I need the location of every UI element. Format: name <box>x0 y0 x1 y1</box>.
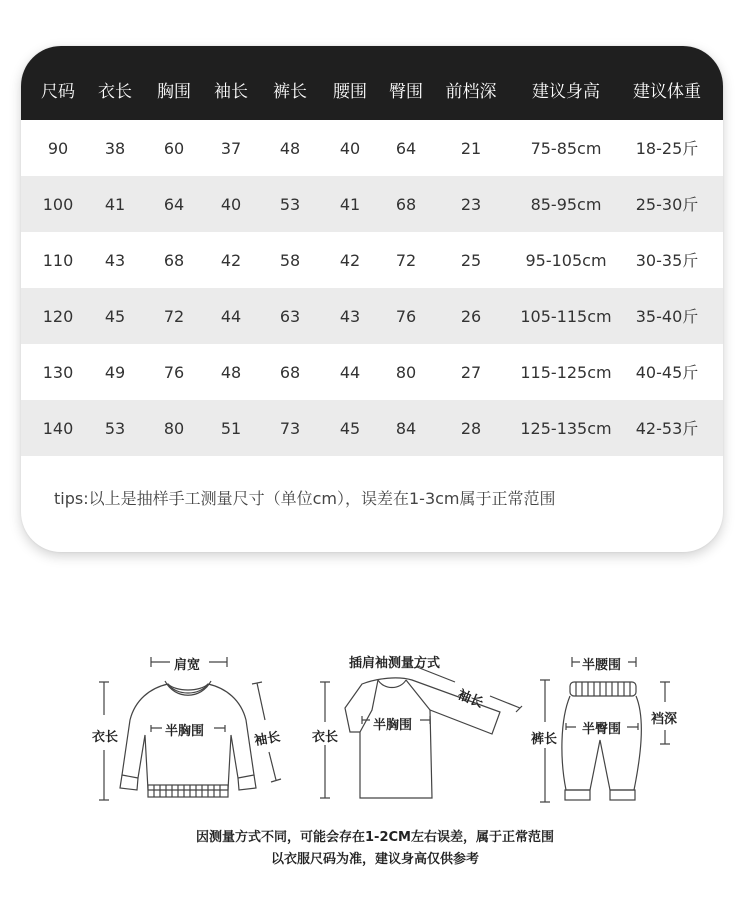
cell: 85-95cm <box>530 195 602 214</box>
measurement-diagram <box>0 640 750 880</box>
cell: 75-85cm <box>530 139 602 158</box>
label-raglan-half-chest: 半胸围 <box>373 718 413 733</box>
header-waist: 腰围 <box>333 82 367 102</box>
cell: 25-30斤 <box>635 195 699 214</box>
cell: 40 <box>339 139 361 158</box>
label-raglan-length: 衣长 <box>312 730 339 745</box>
cell: 18-25斤 <box>635 139 699 158</box>
header-size: 尺码 <box>41 82 75 102</box>
size-chart-card <box>21 46 723 552</box>
cell: 45 <box>104 307 126 326</box>
header-weight: 建议体重 <box>633 82 701 102</box>
label-sleeve: 袖长 <box>253 729 282 750</box>
cell: 30-35斤 <box>635 251 699 270</box>
table-row <box>21 344 723 400</box>
label-length: 衣长 <box>92 730 119 745</box>
label-half-waist: 半腰围 <box>582 658 622 673</box>
cell: 68 <box>279 363 301 382</box>
cell: 80 <box>395 363 417 382</box>
cell: 125-135cm <box>520 419 612 438</box>
cell: 90 <box>47 139 69 158</box>
header-chest: 胸围 <box>157 82 191 102</box>
cell: 38 <box>104 139 126 158</box>
label-half-hip: 半臀围 <box>582 722 622 737</box>
cell: 68 <box>163 251 185 270</box>
header-hip: 臀围 <box>389 82 423 102</box>
cell: 40 <box>220 195 242 214</box>
cell: 23 <box>460 195 482 214</box>
cell: 80 <box>163 419 185 438</box>
cell: 48 <box>279 139 301 158</box>
cell: 60 <box>163 139 185 158</box>
cell: 76 <box>163 363 185 382</box>
header-pants-length: 裤长 <box>273 82 307 102</box>
table-row <box>21 120 723 176</box>
header-rise: 前档深 <box>445 82 497 102</box>
cell: 110 <box>42 251 74 270</box>
table-row <box>21 232 723 288</box>
cell: 51 <box>220 419 242 438</box>
cell: 68 <box>395 195 417 214</box>
cell: 40-45斤 <box>635 363 699 382</box>
cell: 53 <box>279 195 301 214</box>
cell: 25 <box>460 251 482 270</box>
cell: 95-105cm <box>525 251 607 270</box>
cell: 44 <box>339 363 361 382</box>
cell: 53 <box>104 419 126 438</box>
cell: 21 <box>460 139 482 158</box>
raglan-illustration <box>320 666 522 798</box>
label-raglan-sleeve: 袖长 <box>455 687 486 712</box>
cell: 63 <box>279 307 301 326</box>
cell: 76 <box>395 307 417 326</box>
cell: 49 <box>104 363 126 382</box>
cell: 35-40斤 <box>635 307 699 326</box>
note-line-1: 因测量方式不同，可能会存在1-2CM左右误差，属于正常范围 <box>196 830 554 845</box>
label-shoulder: 肩宽 <box>174 658 201 673</box>
note-line-2: 以衣服尺码为准，建议身高仅供参考 <box>270 852 479 867</box>
table-row <box>21 288 723 344</box>
cell: 130 <box>42 363 74 382</box>
cell: 43 <box>339 307 361 326</box>
cell: 84 <box>395 419 417 438</box>
tips-text: tips:以上是抽样手工测量尺寸（单位cm），误差在1-3cm属于正常范围 <box>54 489 556 508</box>
cell: 72 <box>163 307 185 326</box>
cell: 120 <box>42 307 74 326</box>
cell: 43 <box>104 251 126 270</box>
cell: 72 <box>395 251 417 270</box>
cell: 73 <box>279 419 301 438</box>
cell: 41 <box>339 195 361 214</box>
label-half-chest: 半胸围 <box>165 724 205 739</box>
cell: 115-125cm <box>520 363 612 382</box>
cell: 42 <box>220 251 242 270</box>
label-raglan-title: 插肩袖测量方式 <box>349 656 441 671</box>
cell: 45 <box>339 419 361 438</box>
cell: 42-53斤 <box>635 419 699 438</box>
cell: 64 <box>163 195 185 214</box>
label-pants-length: 裤长 <box>531 732 558 747</box>
cell: 100 <box>42 195 74 214</box>
table-header <box>21 46 723 120</box>
cell: 44 <box>220 307 242 326</box>
cell: 58 <box>279 251 301 270</box>
label-rise: 裆深 <box>651 712 678 727</box>
cell: 140 <box>42 419 74 438</box>
table-row <box>21 176 723 232</box>
header-sleeve: 袖长 <box>214 82 248 102</box>
cell: 41 <box>104 195 126 214</box>
cell: 42 <box>339 251 361 270</box>
cell: 64 <box>395 139 417 158</box>
cell: 28 <box>460 419 482 438</box>
header-length: 衣长 <box>98 82 132 102</box>
cell: 105-115cm <box>520 307 612 326</box>
cell: 48 <box>220 363 242 382</box>
cell: 37 <box>220 139 242 158</box>
cell: 27 <box>460 363 482 382</box>
table-row <box>21 400 723 456</box>
cell: 26 <box>460 307 482 326</box>
header-height: 建议身高 <box>532 82 600 102</box>
